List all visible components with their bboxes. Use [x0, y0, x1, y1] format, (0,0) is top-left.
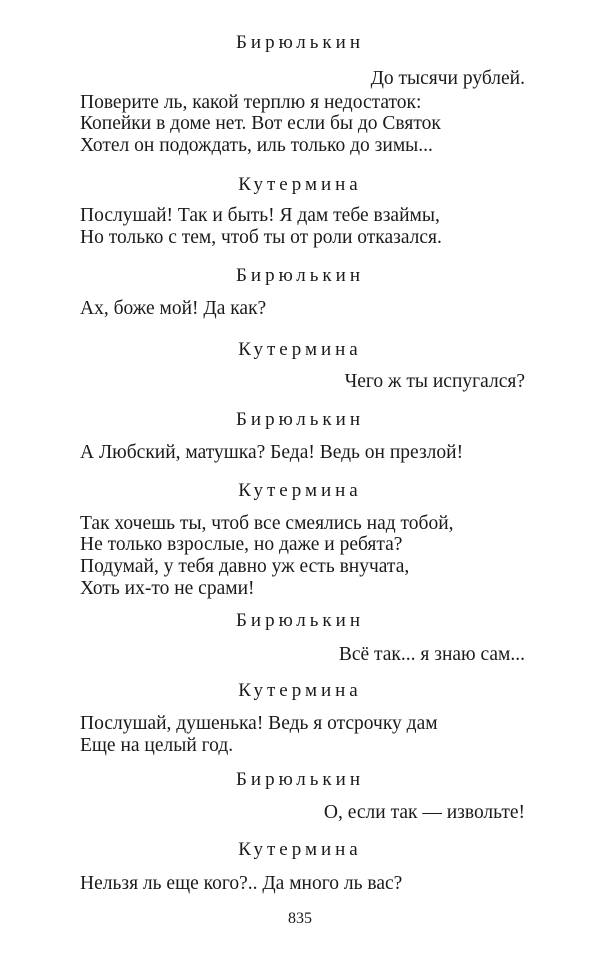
verse-line: До тысячи рублей.	[370, 68, 525, 89]
verse-line: Подумай, у тебя давно уж есть внучата,	[80, 556, 410, 577]
verse-line: Хотел он подождать, иль только до зимы...	[80, 135, 433, 156]
verse-line: О, если так — извольте!	[323, 802, 525, 823]
speaker-name: Бирюлькин	[235, 409, 364, 430]
verse-line: Послушай, душенька! Ведь я отсрочку дам	[80, 713, 438, 734]
speaker-name: Кутермина	[238, 174, 362, 195]
speaker-name: Бирюлькин	[235, 265, 364, 286]
speaker-name: Бирюлькин	[235, 32, 364, 53]
verse-line: Нельзя ль еще кого?.. Да много ль вас?	[80, 873, 403, 894]
verse-line: А Любский, матушка? Беда! Ведь он презлой!	[80, 442, 464, 463]
verse-line: Хоть их-то не срами!	[80, 578, 255, 599]
page-number: 835	[288, 910, 312, 927]
verse-line: Чего ж ты испугался?	[344, 371, 525, 392]
speaker-name: Кутермина	[238, 339, 362, 360]
speaker-name: Кутермина	[238, 480, 362, 501]
speaker-name: Бирюлькин	[235, 610, 364, 631]
verse-line: Но только с тем, чтоб ты от роли отказался.	[80, 227, 442, 248]
speaker-name: Кутермина	[238, 839, 362, 860]
verse-line: Не только взрослые, но даже и ребята?	[80, 534, 403, 555]
verse-line: Копейки в доме нет. Вот если бы до Святок	[80, 113, 441, 134]
verse-line: Так хочешь ты, чтоб все смеялись над тобой,	[80, 513, 454, 534]
verse-line: Еще на целый год.	[80, 735, 234, 756]
speaker-name: Бирюлькин	[235, 769, 364, 790]
verse-line: Поверите ль, какой терплю я недостаток:	[80, 92, 422, 113]
speaker-name: Кутермина	[238, 680, 362, 701]
verse-line: Всё так... я знаю сам...	[338, 644, 525, 665]
verse-line: Послушай! Так и быть! Я дам тебе взаймы,	[80, 205, 440, 226]
verse-line: Ах, боже мой! Да как?	[80, 298, 267, 319]
